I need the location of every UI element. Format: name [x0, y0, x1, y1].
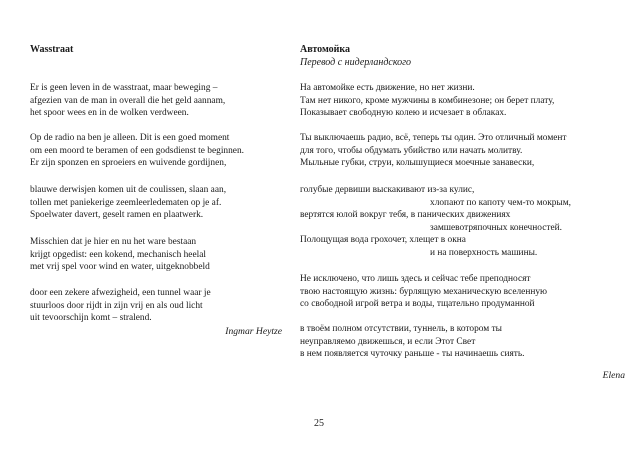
poem-line: твою настоящую жизнь: бурлящую механическую вселенную	[300, 286, 548, 297]
poem-line: со свободной игрой ветра и воды, тщательно продуманной	[300, 299, 535, 309]
dutch-poem-author: Ingmar Heytze	[225, 326, 282, 337]
poem-line: хлопают по капоту чем-то мокрым,	[430, 197, 572, 208]
poem-line: Ты выключаешь радио, всё, теперь ты один. Это отличный момент	[300, 133, 567, 143]
poem-line: krijgt opgedist: een kokend, mechanisch heelal	[30, 249, 206, 260]
page-number: 25	[314, 418, 324, 429]
poem-line: Мыльные губки, струи, колышущиеся моечные занавески,	[300, 158, 535, 168]
poem-line: для того, чтобы обдумать убийство или начать молитву.	[300, 145, 523, 156]
poem-line: в нем появляется чуточку раньше - ты начинаешь сиять.	[300, 349, 525, 359]
poem-line: в твоём полном отсутствии, туннель, в котором ты	[300, 324, 502, 334]
poem-line: Er is geen leven in de wasstraat, maar beweging –	[30, 83, 218, 93]
dutch-poem-title: Wasstraat	[30, 44, 74, 55]
poem-line: afgezien van de man in overall die het geld aannam,	[30, 95, 226, 106]
poem-line: uit tevoorschijn komt – stralend.	[30, 313, 152, 323]
poem-line: и на поверхность машины.	[430, 247, 538, 258]
poem-line: Op de radio na ben je alleen. Dit is een goed moment	[30, 133, 230, 143]
russian-stanza-5	[300, 323, 625, 361]
russian-poem-title: Автомойка	[300, 44, 351, 55]
poem-line: Полощущая вода грохочет, хлещет в окна	[300, 235, 466, 245]
poem-line: вертятся юлой вокруг тебя, в панических движениях	[300, 210, 511, 220]
translator-name: Elena	[602, 370, 625, 381]
poem-line: голубые дервиши выскакивают из-за кулис,	[300, 185, 475, 195]
poem-line: Er zijn sponzen en sproeiers en wuivende gordijnen,	[30, 158, 227, 168]
russian-stanza-3	[300, 184, 625, 259]
poem-line: Там нет никого, кроме мужчины в комбинезоне; он берет плату,	[300, 95, 555, 106]
poem-line: Показывает свободную колею и исчезает в облаках.	[300, 108, 507, 118]
dutch-stanza-5	[30, 287, 282, 325]
poem-line: замшевотряпочных конечностей.	[430, 222, 562, 233]
translation-subtitle: Перевод с нидерландского	[300, 57, 412, 68]
poem-line: blauwe derwisjen komen uit de coulissen, slaan aan,	[30, 185, 227, 195]
poem-line: tollen met paniekerige zeemleerledematen op je af.	[30, 197, 222, 208]
dutch-stanza-3	[30, 184, 282, 222]
dutch-stanza-2	[30, 132, 282, 170]
russian-stanza-4	[300, 273, 625, 311]
dutch-stanza-1	[30, 82, 282, 120]
russian-stanza-1	[300, 82, 625, 120]
poem-line: het spoor wees en in de wolken verdween.	[30, 108, 189, 118]
poem-line: door een zekere afwezigheid, een tunnel waar je	[30, 288, 211, 298]
poem-line: неуправляемо движешься, и если Этот Свет	[300, 336, 476, 347]
poem-line: Не исключено, что лишь здесь и сейчас тебе преподносят	[300, 274, 531, 284]
russian-stanza-2	[300, 132, 625, 170]
poem-line: met vrij spel voor wind en water, uitgeknobbeld	[30, 262, 210, 272]
poem-line: stuurloos door rijdt in zijn vrij en als oud licht	[30, 300, 203, 311]
poem-line: Misschien dat je hier en nu het ware bestaan	[30, 237, 197, 247]
poem-line: На автомойке есть движение, но нет жизни.	[300, 83, 475, 93]
poem-line: om een moord te beramen of een godsdienst te beginnen.	[30, 145, 244, 156]
dutch-stanza-4	[30, 236, 282, 274]
poem-line: Spoelwater davert, geselt ramen en plaatwerk.	[30, 210, 204, 220]
